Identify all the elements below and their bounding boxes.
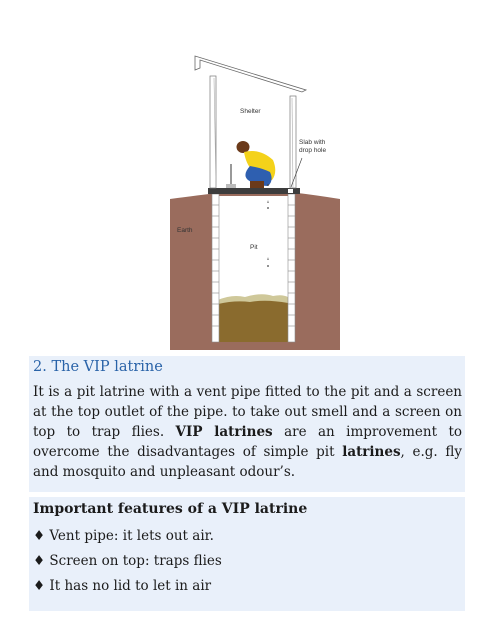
diamond-bullet-icon: ♦ [33, 553, 46, 569]
label-slab-line2: drop hole [299, 147, 327, 154]
label-slab-line1: Slab with [299, 139, 326, 146]
diamond-bullet-icon: ♦ [33, 528, 46, 544]
bold-term: VIP latrines [175, 424, 273, 440]
feature-item [33, 524, 222, 549]
bold-term: latrines [342, 444, 401, 460]
feature-text: Vent pipe: it lets out air. [49, 528, 214, 544]
section-title: 2. The VIP latrine [33, 359, 163, 375]
latrine-diagram-svg [170, 48, 340, 350]
features-list [33, 524, 222, 599]
paragraph-text: are an improvement to overcome the disadvantages of simple pit [33, 424, 463, 460]
feature-item [33, 549, 222, 574]
label-shelter: Shelter [240, 108, 261, 115]
person-figure [226, 141, 275, 188]
diamond-bullet-icon: ♦ [33, 578, 46, 594]
slab [208, 188, 300, 194]
paragraph-text: It is a pit latrine with a vent pipe fitted to the pit and a screen at the top outlet of the pipe. to take out smell and a screen on top to trap flies. [33, 384, 462, 440]
latrine-diagram [170, 48, 340, 350]
features-title: Important features of a VIP latrine [33, 501, 308, 517]
label-earth: Earth [177, 227, 193, 234]
pit-sludge [218, 301, 288, 342]
feature-item [33, 574, 222, 599]
pit-wall-left [212, 194, 219, 342]
feature-text: It has no lid to let in air [49, 578, 212, 594]
features-section [29, 497, 465, 611]
label-pit: Pit [250, 244, 258, 251]
vip-latrine-section [29, 356, 465, 492]
drop-hole [288, 189, 293, 193]
feature-text: Screen on top: traps flies [49, 553, 222, 569]
section-paragraph [33, 382, 462, 482]
paragraph-text: , e.g. fly and mosquito and unpleasant odour’s. [33, 444, 462, 480]
pit-wall-right [288, 194, 295, 342]
